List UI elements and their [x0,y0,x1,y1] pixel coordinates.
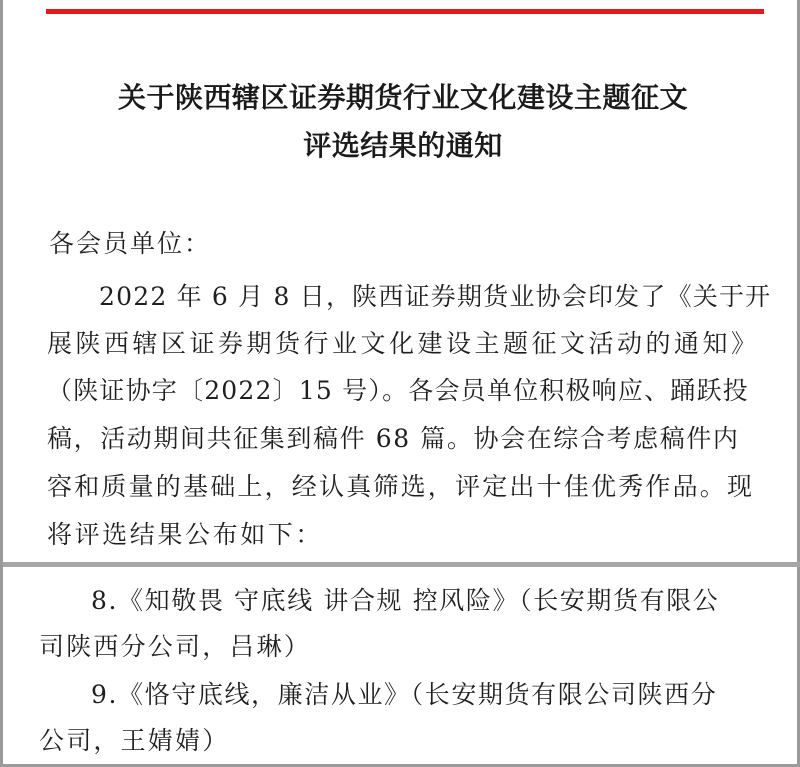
body-line-2: 展陕西辖区证券期货行业文化建设主题征文活动的通知》 [47,329,760,358]
body-line-1: 2022 年 6 月 8 日，陕西证券期货业协会印发了《关于开 [99,282,772,311]
body-line-6: 将评选结果公布如下： [47,520,324,549]
body-line-3: （陕证协字〔2022〕15 号）。各会员单位积极响应、踊跃投 [47,376,749,405]
result-item-9-line-1: 9.《恪守底线，廉洁从业》（长安期货有限公司陕西分 [91,680,718,709]
red-header-rule [46,9,764,14]
body-line-4: 稿，活动期间共征集到稿件 68 篇。协会在综合考虑稿件内 [47,424,740,453]
document-title-line-1: 关于陕西辖区证券期货行业文化建设主题征文 [117,81,688,114]
document-title-line-2: 评选结果的通知 [303,129,503,162]
result-item-9-line-2: 公司，王婧婧） [39,726,230,755]
result-item-8-line-2: 司陕西分公司，吕琳） [39,632,312,661]
result-item-8-line-1: 8.《知敬畏 守底线 讲合规 控风险》（长安期货有限公 [91,586,720,615]
section-divider [3,562,800,567]
salutation: 各会员单位： [49,229,212,258]
body-line-5: 容和质量的基础上，经认真筛选，评定出十佳优秀作品。现 [47,472,755,501]
